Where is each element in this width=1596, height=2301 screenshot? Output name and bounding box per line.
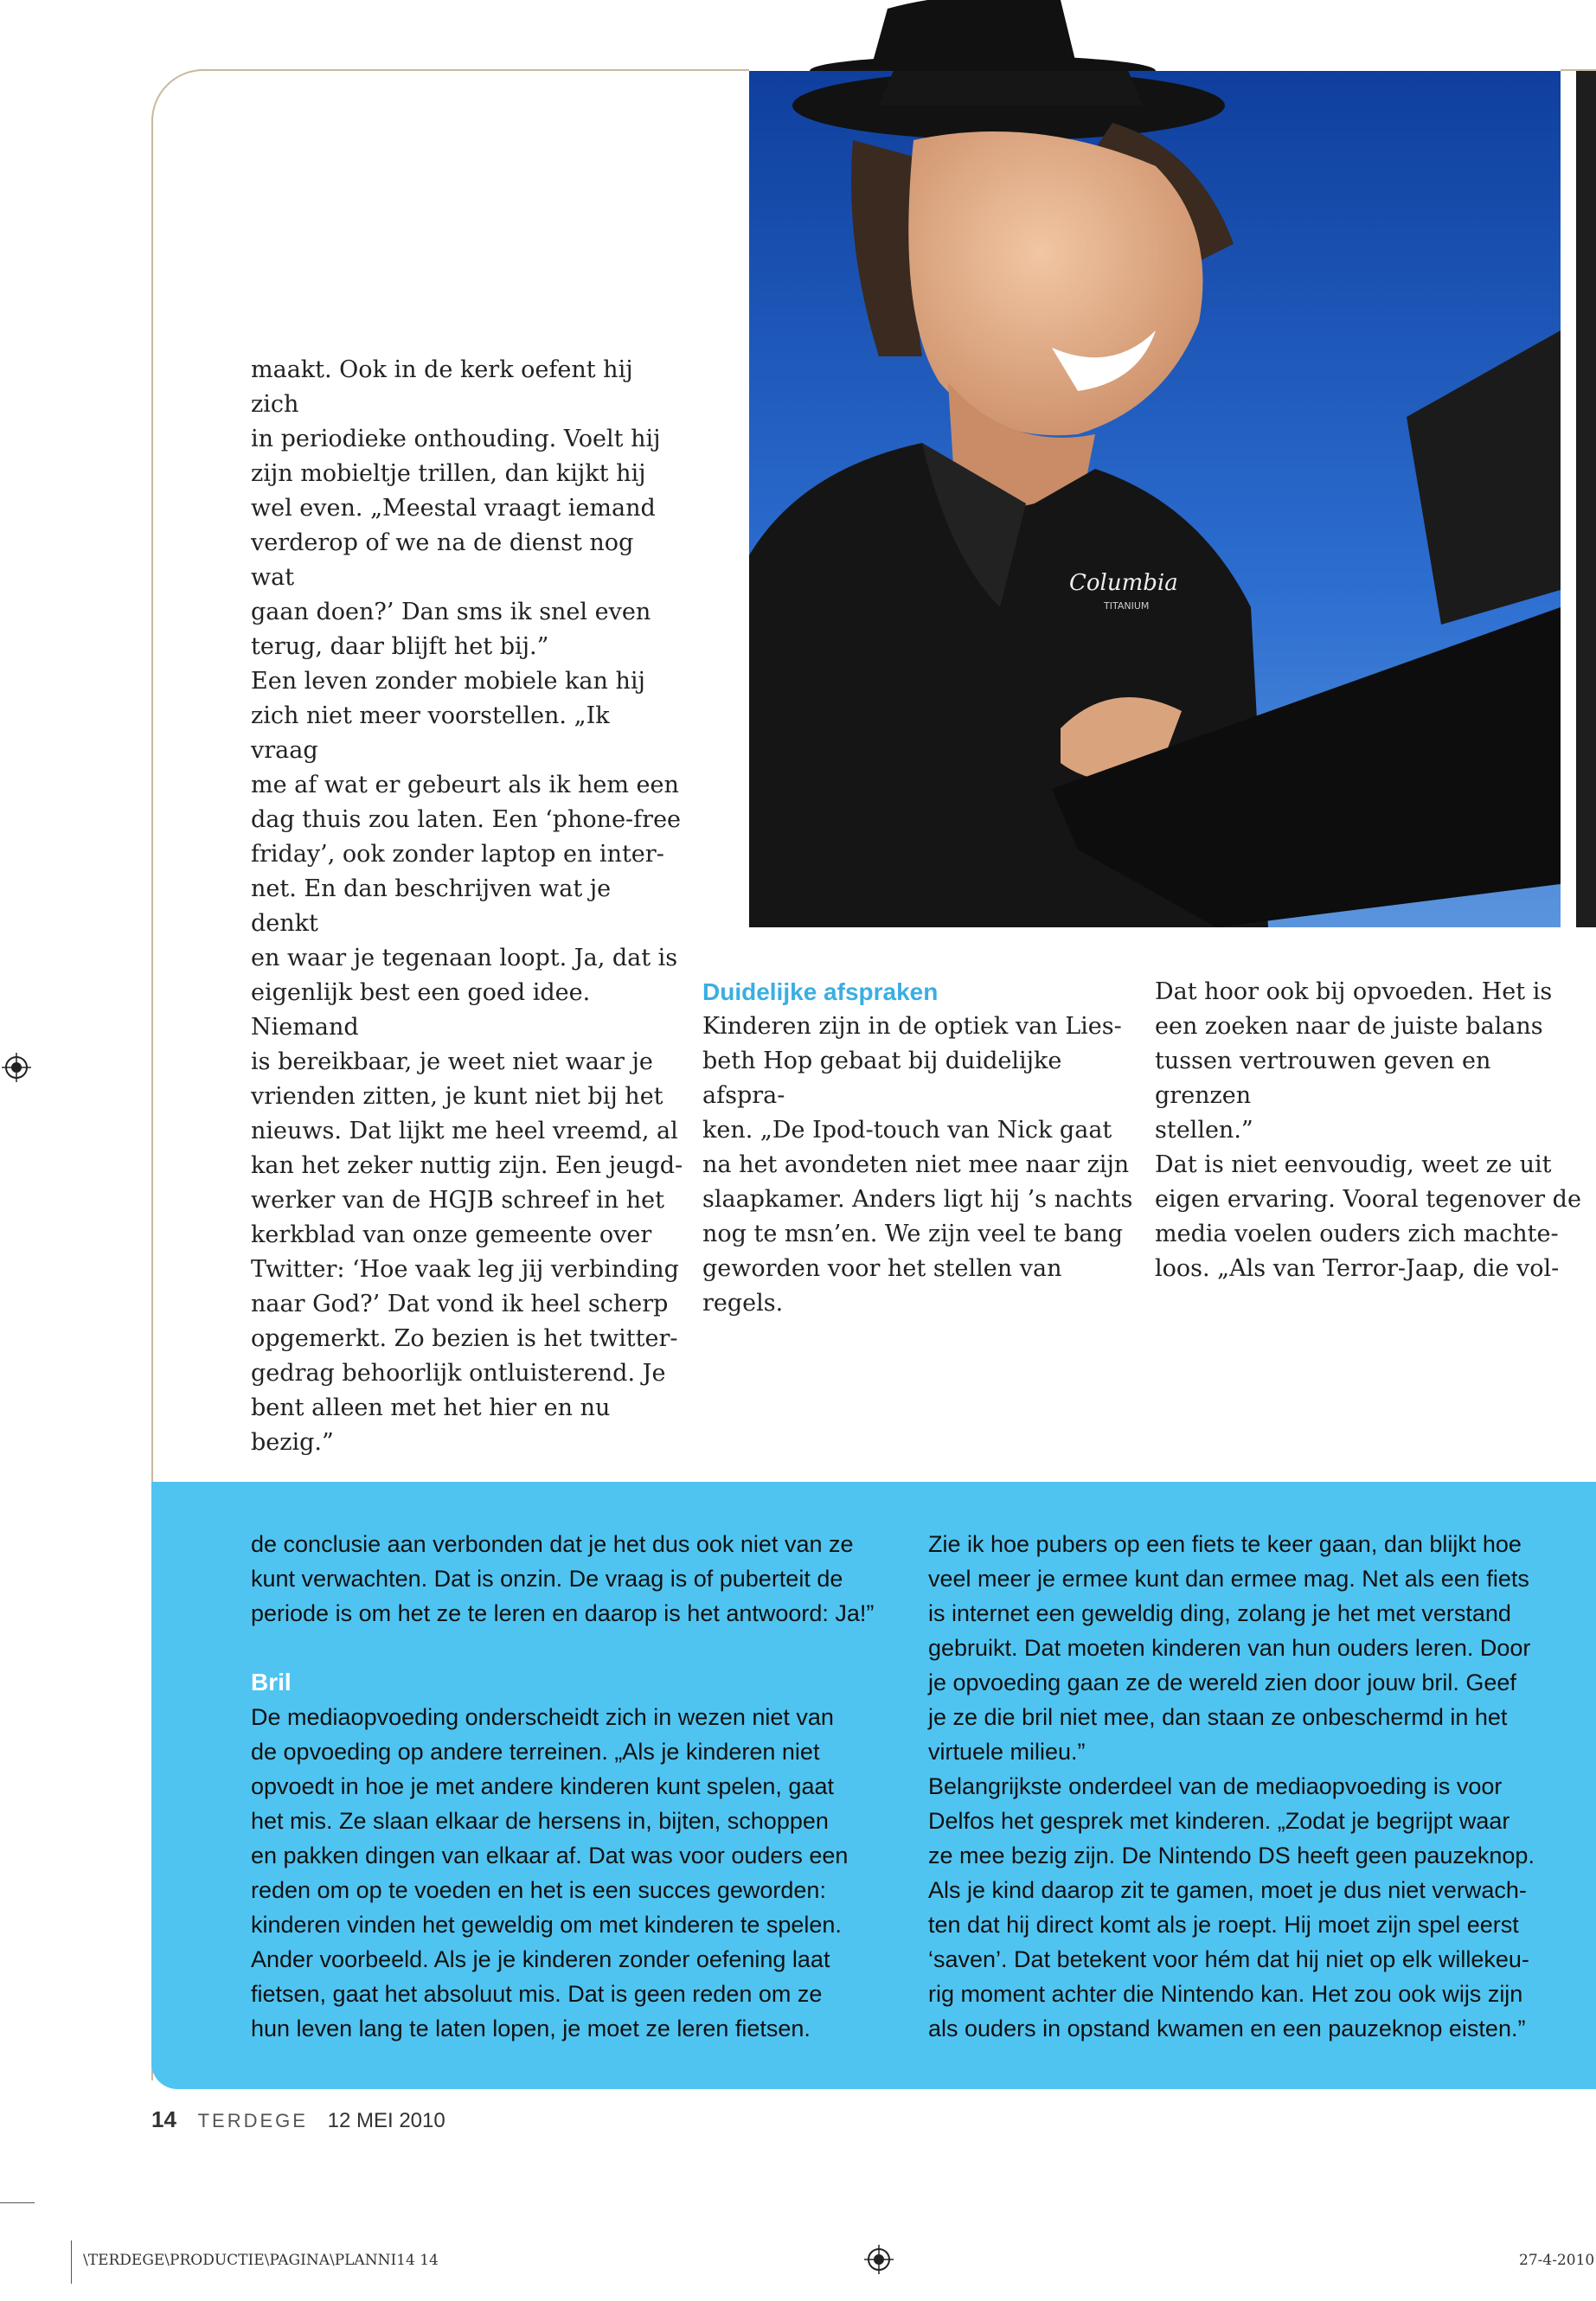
text-line: me af wat er gebeurt als ik hem een <box>251 772 679 798</box>
text-line: Delfos het gesprek met kinderen. „Zodat je begrijpt waar <box>928 1808 1510 1834</box>
text-line: je ze die bril niet mee, dan staan ze onbeschermd in het <box>928 1704 1508 1730</box>
text-line: opgemerkt. Zo bezien is het twitter- <box>251 1325 678 1352</box>
magazine-name: TERDEGE <box>197 2110 308 2131</box>
registration-mark-icon <box>864 2245 894 2274</box>
article-column-3 <box>1155 975 1587 1286</box>
crop-mark <box>0 2202 35 2203</box>
text-line: en waar je tegenaan loopt. Ja, dat is <box>251 945 678 971</box>
text-line: geworden voor het stellen van regels. <box>702 1255 1062 1317</box>
text-line: gedrag behoorlijk ontluisterend. Je <box>251 1360 666 1387</box>
registration-mark-icon <box>2 1053 31 1082</box>
text-line: en pakken dingen van elkaar af. Dat was voor ouders een <box>251 1843 849 1868</box>
article-column-1 <box>251 353 683 1460</box>
text-line: ze mee bezig zijn. De Nintendo DS heeft geen pauzeknop. <box>928 1843 1535 1868</box>
text-line: verderop of we na de dienst nog wat <box>251 529 634 591</box>
text-line: reden om op te voeden en het is een succes geworden: <box>251 1877 826 1903</box>
text-line: net. En dan beschrijven wat je denkt <box>251 875 612 937</box>
issue-date: 12 MEI 2010 <box>327 2109 445 2132</box>
text-line: ten dat hij direct komt als je roept. Hij moet zijn spel eerst <box>928 1912 1519 1938</box>
text-line: hun leven lang te laten lopen, je moet ze leren fietsen. <box>251 2016 811 2041</box>
text-line: Belangrijkste onderdeel van de mediaopvoeding is voor <box>928 1773 1503 1799</box>
text-line: naar God?’ Dat vond ik heel scherp <box>251 1291 669 1317</box>
photo-teen-with-laptop <box>749 71 1561 927</box>
text-line: kan het zeker nuttig zijn. Een jeugd- <box>251 1152 683 1179</box>
page-frame-corner <box>151 69 248 166</box>
text-line: de conclusie aan verbonden dat je het dus ook niet van ze <box>251 1531 854 1557</box>
text-line: De mediaopvoeding onderscheidt zich in wezen niet van <box>251 1704 834 1730</box>
text-line: kunt verwachten. Dat is onzin. De vraag is of puberteit de <box>251 1566 843 1592</box>
text-line: kinderen vinden het geweldig om met kinderen te spelen. <box>251 1912 842 1938</box>
text-line: zijn mobieltje trillen, dan kijkt hij <box>251 460 646 487</box>
text-line: virtuele milieu.” <box>928 1739 1086 1765</box>
text-line: Dat hoor ook bij opvoeden. Het is <box>1155 978 1553 1005</box>
text-line: Een leven zonder mobiele kan hij <box>251 668 645 695</box>
jacket-logo-sub: TITANIUM <box>1104 600 1150 612</box>
text-line: het mis. Ze slaan elkaar de hersens in, bijten, schoppen <box>251 1808 829 1834</box>
text-line: gaan doen?’ Dan sms ik snel even <box>251 599 651 625</box>
boxout-column-2 <box>928 1527 1586 2046</box>
text-line: periode is om het ze te leren en daarop is het antwoord: Ja!” <box>251 1600 875 1626</box>
crop-mark <box>71 2240 72 2284</box>
text-line: Kinderen zijn in de optiek van Lies- <box>702 1013 1122 1040</box>
subheading-bril: Bril <box>251 1669 292 1695</box>
text-line: nog te msn’en. We zijn veel te bang <box>702 1221 1124 1247</box>
text-line: is bereikbaar, je weet niet waar je <box>251 1048 653 1075</box>
text-line: vrienden zitten, je kunt niet bij het <box>251 1083 663 1110</box>
text-line: kerkblad van onze gemeente over <box>251 1221 652 1248</box>
text-line: in periodieke onthouding. Voelt hij <box>251 426 661 452</box>
text-line: stellen.” <box>1155 1117 1253 1144</box>
text-line: media voelen ouders zich machte- <box>1155 1221 1559 1247</box>
text-line: zich niet meer voorstellen. „Ik vraag <box>251 702 610 764</box>
slug-path: \TERDEGE\PRODUCTIE\PAGINA\PLANNI14 14 <box>83 2252 439 2269</box>
text-line: je opvoeding gaan ze de wereld zien door jouw bril. Geef <box>928 1670 1516 1695</box>
text-line: bent alleen met het hier en nu bezig.” <box>251 1394 611 1456</box>
text-line: maakt. Ook in de kerk oefent hij zich <box>251 356 633 418</box>
text-line: tussen vertrouwen geven en grenzen <box>1155 1048 1491 1109</box>
text-line: Twitter: ‘Hoe vaak leg jij verbinding <box>251 1256 679 1283</box>
text-line: de opvoeding op andere terreinen. „Als je kinderen niet <box>251 1739 820 1765</box>
text-line: loos. „Als van Terror-Jaap, die vol- <box>1155 1255 1560 1282</box>
text-line: werker van de HGJB schreef in het <box>251 1187 664 1214</box>
slug-date: 27-4-2010 <box>1519 2252 1595 2269</box>
text-line: wel even. „Meestal vraagt iemand <box>251 495 656 522</box>
text-line: beth Hop gebaat bij duidelijke afspra- <box>702 1048 1062 1109</box>
page-footer <box>151 2106 445 2133</box>
text-line: Dat is niet eenvoudig, weet ze uit <box>1155 1151 1552 1178</box>
page-number: 14 <box>151 2106 176 2132</box>
text-line: eigenlijk best een goed idee. Niemand <box>251 979 591 1041</box>
text-line: als ouders in opstand kwamen en een pauzeknop eisten.” <box>928 2016 1526 2041</box>
article-column-2 <box>702 975 1135 1321</box>
text-line: nieuws. Dat lijkt me heel vreemd, al <box>251 1118 678 1144</box>
text-line: ‘saven’. Dat betekent voor hém dat hij niet op elk willekeu- <box>928 1946 1529 1972</box>
text-line: eigen ervaring. Vooral tegenover de <box>1155 1186 1581 1213</box>
boxout-column-1 <box>251 1527 908 2046</box>
text-line: veel meer je ermee kunt dan ermee mag. Net als een fiets <box>928 1566 1529 1592</box>
jacket-logo-text: Columbia <box>1069 570 1178 596</box>
text-line: rig moment achter die Nintendo kan. Het zou ook wijs zijn <box>928 1981 1523 2007</box>
text-line: na het avondeten niet mee naar zijn <box>702 1151 1130 1178</box>
text-line: Zie ik hoe pubers op een fiets te keer gaan, dan blijkt hoe <box>928 1531 1522 1557</box>
photo-edge-strip <box>1576 71 1596 927</box>
text-line: Als je kind daarop zit te gamen, moet je dus niet verwach- <box>928 1877 1527 1903</box>
text-line: fietsen, gaat het absoluut mis. Dat is geen reden om ze <box>251 1981 823 2007</box>
subheading-duidelijke-afspraken: Duidelijke afspraken <box>702 978 939 1005</box>
text-line: een zoeken naar de juiste balans <box>1155 1013 1543 1040</box>
text-line: friday’, ook zonder laptop en inter- <box>251 841 664 868</box>
text-line: gebruikt. Dat moeten kinderen van hun ouders leren. Door <box>928 1635 1531 1661</box>
text-line: dag thuis zou laten. Een ‘phone-free <box>251 806 682 833</box>
text-line: slaapkamer. Anders ligt hij ’s nachts <box>702 1186 1133 1213</box>
photo-bleed-top <box>749 0 1561 71</box>
text-line: opvoedt in hoe je met andere kinderen kunt spelen, gaat <box>251 1773 834 1799</box>
text-line: ken. „De Ipod-touch van Nick gaat <box>702 1117 1112 1144</box>
text-line: Ander voorbeeld. Als je je kinderen zonder oefening laat <box>251 1946 830 1972</box>
text-line: is internet een geweldig ding, zolang je het met verstand <box>928 1600 1511 1626</box>
text-line: terug, daar blijft het bij.” <box>251 633 549 660</box>
